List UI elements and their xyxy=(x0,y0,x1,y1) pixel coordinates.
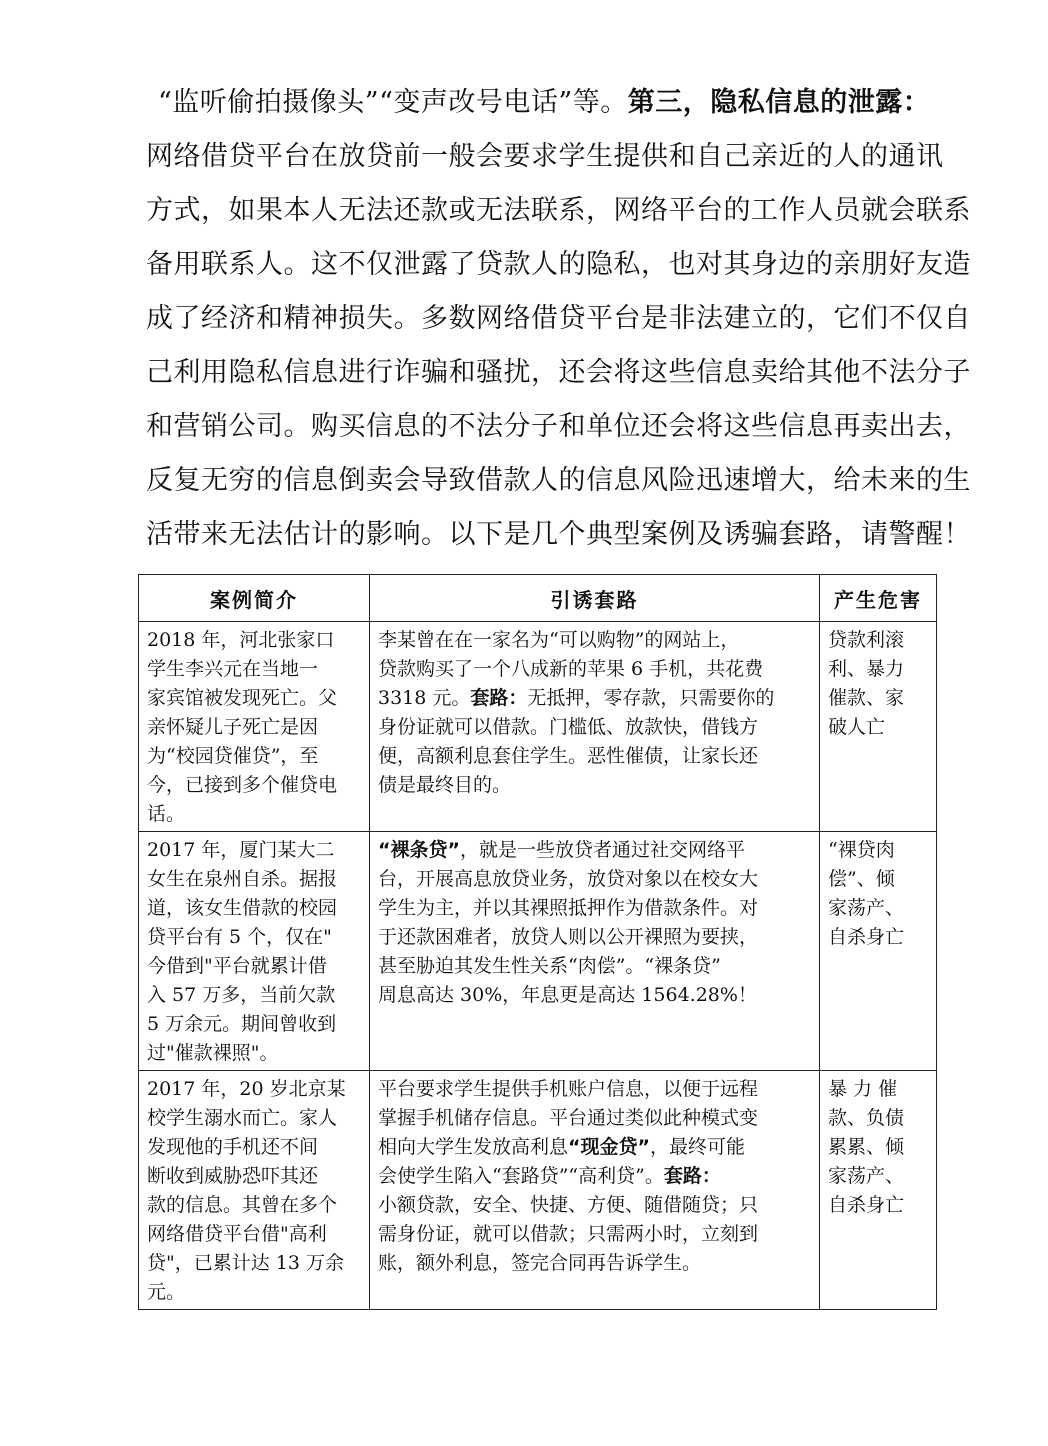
paragraph-line: 成了经济和精神损失。多数网络借贷平台是非法建立的，它们不仅自 xyxy=(146,303,971,334)
paragraph-line: 活带来无法估计的影响。以下是几个典型案例及诱骗套路，请警醒！ xyxy=(146,519,971,550)
bold-term-nude-loan: “裸条贷” xyxy=(378,839,460,861)
paragraph-line: 备用联系人。这不仅泄露了贷款人的隐私，也对其身边的亲朋好友造 xyxy=(146,249,971,280)
case-summary-cell: 2018 年，河北张家口 学生李兴元在当地一 家宾馆被发现死亡。父 亲怀疑儿子死亡是因 为“校园贷催贷”，至 今，已接到多个催贷电 话。 xyxy=(139,622,370,832)
paragraph-line: 和营销公司。购买信息的不法分子和单位还会将这些信息再卖出去， xyxy=(146,411,971,442)
case-table xyxy=(138,574,937,1310)
paragraph-line: 方式，如果本人无法还款或无法联系，网络平台的工作人员就会联系 xyxy=(146,195,971,226)
table-row xyxy=(139,622,937,832)
header-case-summary: 案例简介 xyxy=(139,575,370,622)
lure-method-cell: “裸条贷”，就是一些放贷者通过社交网络平 台，开展高息放贷业务，放贷对象以在校女大 学生为主，并以其裸照抵押作为借款条件。对 于还款困难者，放贷人则以公开裸照为要挟， 甚至胁迫其发生性关系“肉偿”。“裸条贷” 周息高达 30%，年息更是高达 1564.28%！ xyxy=(370,832,820,1071)
harm-cell: 贷款利滚 利、暴力 催款、家 破人亡 xyxy=(820,622,937,832)
harm-cell: 暴 力 催 款、负债 累累、倾 家荡产、 自杀身亡 xyxy=(820,1071,937,1310)
paragraph-line: 网络借贷平台在放贷前一般会要求学生提供和自己亲近的人的通讯 xyxy=(146,141,944,172)
header-lure-method: 引诱套路 xyxy=(370,575,820,622)
table-row xyxy=(139,832,937,1071)
table-row xyxy=(139,1071,937,1310)
paragraph-line: 己利用隐私信息进行诈骗和骚扰，还会将这些信息卖给其他不法分子 xyxy=(146,357,971,388)
bold-label-method: 套路： xyxy=(663,1165,721,1187)
case-summary-cell: 2017 年，厦门某大二 女生在泉州自杀。据报 道，该女生借款的校园 贷平台有 5 个，仅在" 今借到"平台就累计借 入 57 万多，当前欠款 5 万余元。期间曾收到 过"催款裸照"。 xyxy=(139,832,370,1071)
header-harm: 产生危害 xyxy=(820,575,937,622)
paragraph-line: “监听偷拍摄像头”“变声改号电话”等。第三，隐私信息的泄露： xyxy=(158,87,931,118)
lure-method-cell: 平台要求学生提供手机账户信息，以便于远程 掌握手机储存信息。平台通过类似此种模式变 相向大学生发放高利息“现金贷”，最终可能 会使学生陷入“套路贷”“高利贷”。套路： 小额贷款，安全、快捷、方便、随借随贷；只 需身份证，就可以借款；只需两小时，立刻到 账，额外利息，签完合同再告诉学生。 xyxy=(370,1071,820,1310)
lure-method-cell: 李某曾在在一家名为“可以购物”的网站上， 贷款购买了一个八成新的苹果 6 手机，共花费 3318 元。套路：无抵押，零存款，只需要你的 身份证就可以借款。门槛低、放款快，借钱方 便，高额利息套住学生。恶性催债，让家长还 债是最终目的。 xyxy=(370,622,820,832)
bold-label-method: 套路： xyxy=(470,687,528,709)
paragraph-line: 反复无穷的信息倒卖会导致借款人的信息风险迅速增大，给未来的生 xyxy=(146,465,971,496)
section-heading-privacy-leak: 第三，隐私信息的泄露： xyxy=(627,87,931,118)
harm-cell: “裸贷肉 偿”、倾 家荡产、 自杀身亡 xyxy=(820,832,937,1071)
bold-term-cash-loan: “现金贷” xyxy=(568,1136,650,1158)
table-header-row xyxy=(139,575,937,622)
body-paragraph xyxy=(146,76,971,562)
case-summary-cell: 2017 年，20 岁北京某 校学生溺水而亡。家人 发现他的手机还不间 断收到威胁恐吓其还 款的信息。其曾在多个 网络借贷平台借"高利 贷"，已累计达 13 万余 元。 xyxy=(139,1071,370,1310)
